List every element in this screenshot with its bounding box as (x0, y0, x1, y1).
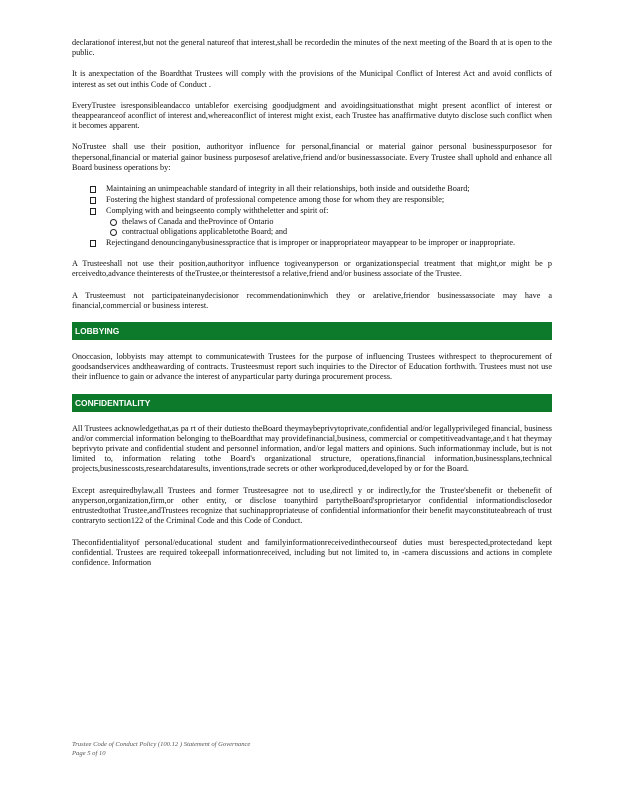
document-page (72, 38, 552, 579)
bullet-text: Fostering the highest standard of professional competence among those for whom they are responsible; (106, 195, 445, 205)
sub-list-item: thelaws of Canada and theProvince of Ontario (110, 217, 552, 227)
paragraph-no-personal-gain: NoTrustee shall use their position, authorityor influence for personal,financial or material gainor personal businesspurposesor for thepersonal,financial or material gainor business purposesof arelative,friend and/or businessassociate. Every Trustee shall uphold and enhance all Board business operations by: (72, 142, 552, 172)
list-item (90, 195, 552, 205)
bullet-text: Complying with and beingseento comply withtheletter and spirit of: (106, 206, 329, 216)
list-item (90, 184, 552, 194)
footer-page-number: Page 5 of 10 (72, 750, 106, 757)
paragraph-municipal-conflict-act: It is anexpectation of the Boardthat Trustees will comply with the provisions of the Municipal Conflict of Interest Act and avoid conflicts of interest as set out inthis Code of Conduct . (72, 69, 552, 89)
paragraph-decision-participation: A Trusteemust not participateinanydecisionor recommendationinwhich they or arelative,friendor businessassociate may have a financial,commercial or business interest. (72, 290, 552, 310)
paragraph-former-trustees: Except asrequiredbylaw,all Trustees and former Trusteesagree not to use,directl y or indirectly,for the Trustee'sbenefit or thebenefit of anyperson,organization,firm,or other entity, or disclose toanythird partytheBoard'sproprietaryor confidential informationdisclosedor entrustedtothat Trustee,andTrustees recognize that suchinappropriateuse of confidential informationfor their benefit mayconstituteabreach of trust contraryto section122 of the Criminal Code and this Code of Conduct. (72, 485, 552, 526)
confidentiality-heading: CONFIDENTIALITY (72, 394, 552, 412)
lobbying-heading: LOBBYING (72, 322, 552, 340)
footer-document-title: Trustee Code of Conduct Policy (100.12 ) Statement of Governance (72, 741, 251, 748)
compliance-sub-list (110, 217, 552, 237)
list-item (90, 238, 552, 248)
page-footer (72, 740, 250, 758)
list-item (90, 206, 552, 237)
paragraph-disclosure-record: declarationof interest,but not the general natureof that interest,shall be recordedin the minutes of the next meeting of the Board th at is open to the public. (72, 38, 552, 58)
business-operations-list (90, 184, 552, 248)
paragraph-student-family-info: Theconfidentialityof personal/educational student and familyinformationreceivedinthecourseof duties must berespected,protectedand kept confidential. Trustees are required tokeepall informationreceived, including but not limited to, in -camera discussions and actions in complete confidence. Information (72, 537, 552, 567)
paragraph-trustee-responsibility: EveryTrustee isresponsibleandacco untablefor exercising goodjudgment and avoidingsituationsthat might present aconflict of interest or theappearanceof aconflict of interest and,whereaconflict of interest might exist, each Trustee has anaffirmative dutyto disclose such conflict when it becomes apparent. (72, 100, 552, 131)
bullet-text: Maintaining an unimpeachable standard of integrity in all their relationships, both inside and outsidethe Board; (106, 184, 470, 194)
sub-list-item: contractual obligations applicabletothe Board; and (110, 227, 552, 237)
paragraph-special-treatment: A Trusteeshall not use their position,authorityor influence togiveanyperson or organizationspecial treatment that might,or might be p erceivedto,advance theinterests of theTrustee,or theinterestsof a relative,friend and/or business associate of the Trustee. (72, 259, 552, 279)
paragraph-lobbying: Onoccasion, lobbyists may attempt to communicatewith Trustees for the purpose of influencing Trustees withrespect to theprocurement of goodsandservices andtheawarding of contracts. Trusteesmust report such inquiries to the Director of Education forthwith. Trustees must not use their influence to gain or advance the interest of anyparticular party duringa procurement process. (72, 352, 552, 382)
bullet-text: Rejectingand denouncinganybusinesspractice that is improper or inappropriateor mayappear to be improper or inappropriate. (106, 238, 516, 248)
paragraph-confidential-information: All Trustees acknowledgethat,as pa rt of their dutiesto theBoard theymaybeprivytoprivate,confidential and/or legallyprivileged financial, business and/or commercial information belonging to theBoardthat may providefinancial,business, commercial or competitiveadvantage,and t hat theymay beprivyto private and confidential student and personnel information, and/or legal matters and opinions. Such informationmay include, but is not limited to, information relating tothe Board's organizational structure, operations,financial information,businessplans,technical projects,businesscosts,researchdataresults, inventions,trade secrets or other workproduced,developed by or for the Board. (72, 423, 552, 474)
